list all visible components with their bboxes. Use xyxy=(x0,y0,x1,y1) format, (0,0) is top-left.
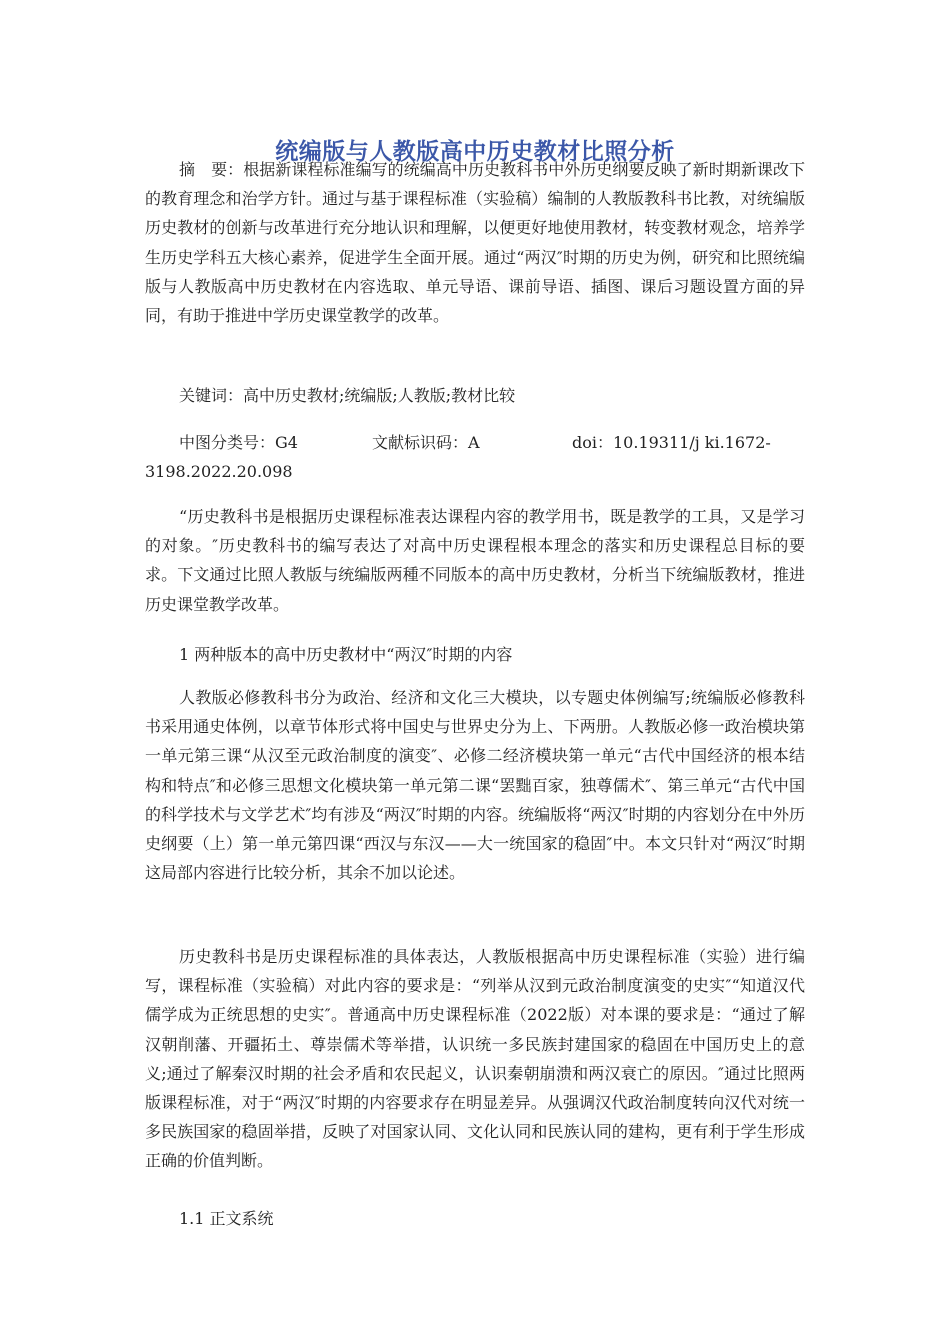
section-1-paragraph-2: 历史教科书是历史课程标准的具体表达，人教版根据高中历史课程标准（实验）进行编写，课程标准（实验稿）对此内容的要求是：“列举从汉到元政治制度演变的史实″“知道汉代儒学成为正统思想的史实″。普通高中历史课程标准（2022版）对本课的要求是：“通过了解汉朝削藩、开疆拓土、尊崇儒术等举措，认识统一多民族封建国家的稳固在中国历史上的意义;通过了解秦汉时期的社会矛盾和农民起义，认识秦朝崩溃和两汉衰亡的原因。″通过比照两版课程标准，对于“两汉″时期的内容要求存在明显差异。从强调汉代政治制度转向汉代对统一多民族国家的稳固举措，反映了对国家认同、文化认同和民族认同的建构，更有利于学生形成正确的价值判断。 xyxy=(145,947,805,1171)
clc-number: 中图分类号：G4 xyxy=(179,433,298,452)
doi-text: doi：10.19311/j ki.1672- xyxy=(572,433,771,452)
section-1-heading: 1 两种版本的高中历史教材中“两汉″时期的内容 xyxy=(179,645,513,664)
abstract-paragraph: 摘 要：根据新课程标准编写的统编高中历史教科书中外历史纲要反映了新时期新课改下的教育理念和治学方针。通过与基于课程标准（实验稿）编制的人教版教科书比教，对统编版历史教材的创新与改革进行充分地认识和理解，以便更好地使用教材，转变教材观念，培养学生历史学科五大核心素养，促进学生全面开展。通过“两汉″时期的历史为例，研究和比照统编版与人教版高中历史教材在内容选取、单元导语、课前导语、插图、课后习题设置方面的异同，有助于推进中学历史课堂教学的改革。 xyxy=(145,160,805,326)
keywords-line: 关键词：高中历史教材;统编版;人教版;教材比较 xyxy=(179,386,516,405)
intro-paragraph: “历史教科书是根据历史课程标准表达课程内容的教学用书，既是教学的工具，又是学习的对象。″历史教科书的编写表达了对高中历史课程根本理念的落实和历史课程总目标的要求。下文通过比照人教版与统编版两種不同版本的高中历史教材，分析当下统编版教材，推进历史课堂教学改革。 xyxy=(145,507,805,614)
page-title: 统编版与人教版高中历史教材比照分析 xyxy=(275,139,675,165)
doi-continuation: 3198.2022.20.098 xyxy=(145,462,293,481)
section-1-1-heading: 1.1 正文系统 xyxy=(179,1209,274,1228)
document-code: 文献标识码：A xyxy=(372,433,480,452)
section-1-paragraph-1: 人教版必修教科书分为政治、经济和文化三大模块，以专题史体例编写;统编版必修教科书采用通史体例，以章节体形式将中国史与世界史分为上、下两册。人教版必修一政治模块第一单元第三课“从汉至元政治制度的演变″、必修二经济模块第一单元“古代中国经济的根本结构和特点″和必修三思想文化模块第一单元第二课“罢黜百家，独尊儒术″、第三单元“古代中国的科学技术与文学艺术″均有涉及“两汉″时期的内容。统编版将“两汉″时期的内容划分在中外历史纲要（上）第一单元第四课“西汉与东汉——大一统国家的稳固″中。本文只针对“两汉″时期这局部内容进行比较分析，其余不加以论述。 xyxy=(145,688,805,883)
